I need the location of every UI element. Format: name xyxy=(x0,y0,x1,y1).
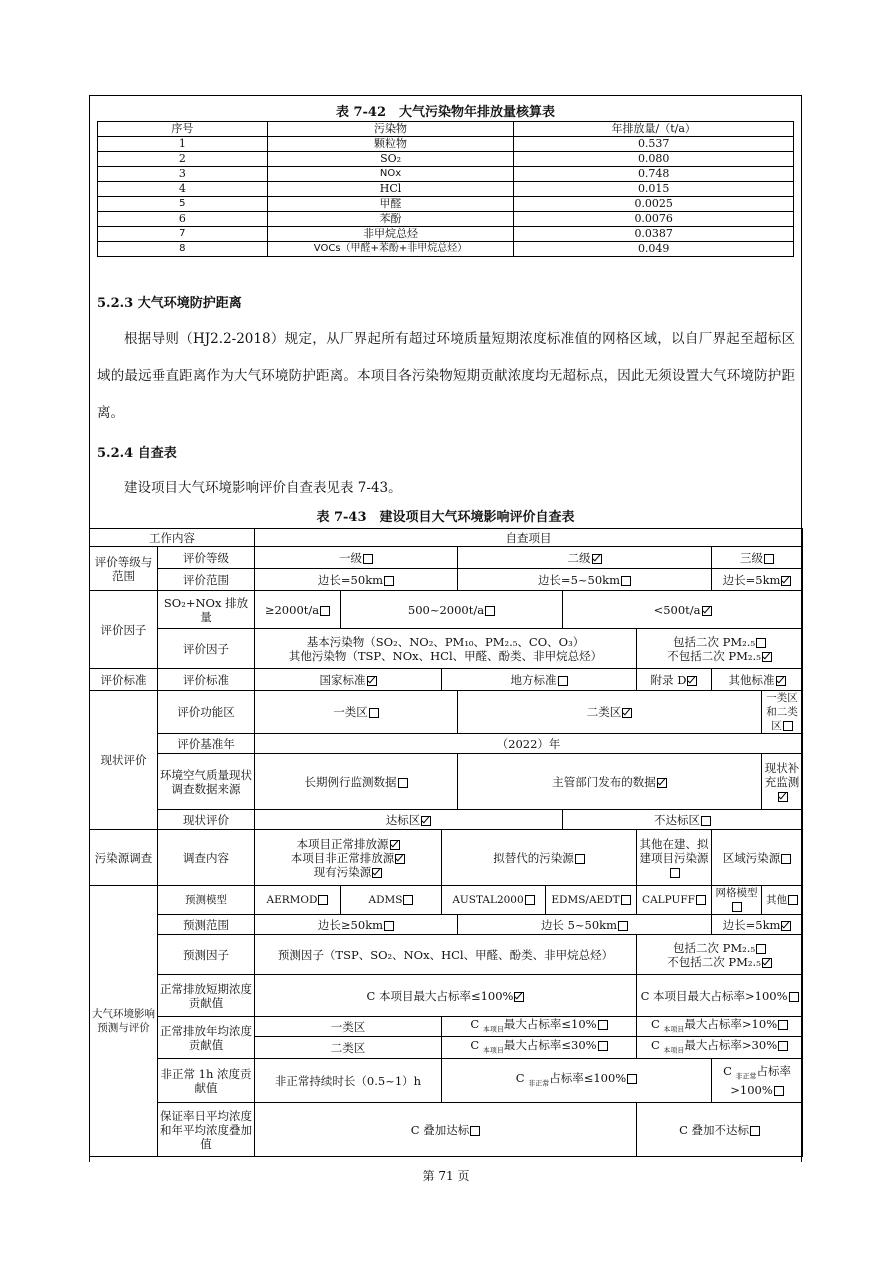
cell-text: 不达标区 xyxy=(654,812,701,827)
table-cell: 苯酚 xyxy=(267,212,514,227)
cell-text: 其他在建、拟建项目污染源 xyxy=(639,836,709,865)
cell xyxy=(255,669,442,691)
col-header: 污染物 xyxy=(267,122,514,137)
cell-text: 本项目 xyxy=(482,1046,504,1055)
table-cell: 颗粒物 xyxy=(267,137,514,152)
header-work: 工作内容 xyxy=(90,529,255,547)
checkbox-empty-icon xyxy=(398,778,408,788)
checkbox-checked-icon xyxy=(514,992,524,1002)
cell: C $_{本项目}$最大占标率>30% xyxy=(637,1037,803,1059)
cell-text: C 本项目最大占标率≤100% xyxy=(366,988,514,1003)
cell-text: 本项目 xyxy=(663,1046,685,1055)
cell xyxy=(442,830,637,886)
cell xyxy=(255,886,341,915)
cell xyxy=(637,1103,803,1157)
cell xyxy=(255,547,458,569)
row-label: 评价功能区 xyxy=(158,691,255,734)
row-label: 评价因子 xyxy=(158,629,255,669)
row-label: SO₂+NOx 排放量 xyxy=(158,591,255,629)
table-cell: 0.080 xyxy=(514,152,794,167)
table-cell: 2 xyxy=(98,152,268,167)
table-row xyxy=(98,167,794,182)
table-cell: 甲醛 xyxy=(267,197,514,212)
checkbox-empty-icon xyxy=(485,606,495,616)
cell xyxy=(255,591,341,629)
checkbox-empty-icon xyxy=(781,854,791,864)
cell-text: EDMS/AEDT xyxy=(551,894,620,906)
cell xyxy=(712,915,803,935)
checkbox-checked-icon xyxy=(687,676,697,686)
table-cell: 0.537 xyxy=(514,137,794,152)
cell xyxy=(458,754,762,810)
table-cell: 0.0076 xyxy=(514,212,794,227)
cell xyxy=(637,629,803,669)
cell-text: 一类区和二类区 xyxy=(766,692,798,732)
checkbox-empty-icon xyxy=(764,554,774,564)
cell xyxy=(637,830,712,886)
table-row xyxy=(98,227,794,242)
group-factor: 评价因子 xyxy=(90,591,158,669)
checkbox-checked-icon xyxy=(657,778,667,788)
cell-text: 其他 xyxy=(766,894,788,906)
cell-text: 现有污染源 xyxy=(313,864,372,879)
row-label: 非正常 1h 浓度贡献值 xyxy=(158,1059,255,1103)
row-label: 现状评价 xyxy=(158,810,255,830)
checkbox-empty-icon xyxy=(621,895,631,905)
cell-text: 不包括二次 PM₂.₅ xyxy=(667,954,761,969)
cell xyxy=(341,886,442,915)
table-cell: 3 xyxy=(98,167,268,182)
cell: 二类区 xyxy=(255,1037,442,1059)
group-level: 评价等级与范围 xyxy=(90,547,158,591)
cell-text: 非正常 xyxy=(735,1072,757,1081)
table-header-row xyxy=(98,122,794,137)
group-prediction: 大气环境影响预测与评价 xyxy=(90,886,158,1157)
table-row xyxy=(98,212,794,227)
section-heading-523: 5.2.3 大气环境防护距离 xyxy=(97,296,242,311)
header-self: 自查项目 xyxy=(255,529,803,547)
row-label: 预测模型 xyxy=(158,886,255,915)
checkbox-checked-icon xyxy=(390,840,400,850)
cell-text: 地方标准 xyxy=(510,672,557,687)
table-cell: 非甲烷总烃 xyxy=(267,227,514,242)
table-cell: 0.0025 xyxy=(514,197,794,212)
checkbox-empty-icon xyxy=(778,1041,788,1051)
row-label: 保证率日平均浓度和年平均浓度叠加值 xyxy=(158,1103,255,1157)
section-heading-524: 5.2.4 自查表 xyxy=(97,446,177,461)
cell-text: 500~2000t/a xyxy=(407,602,485,617)
row-label: 正常排放年均浓度贡献值 xyxy=(158,1017,255,1059)
cell xyxy=(255,629,637,669)
checkbox-checked-icon xyxy=(372,868,382,878)
cell-text: 网格模型 xyxy=(715,887,758,899)
cell xyxy=(637,669,712,691)
cell-text: 其他污染物（TSP、NOx、HCl、甲醛、酚类、非甲烷总烃） xyxy=(288,648,603,663)
checkbox-checked-icon xyxy=(367,676,377,686)
cell-text: 国家标准 xyxy=(319,672,366,687)
table-cell: 4 xyxy=(98,182,268,197)
checkbox-empty-icon xyxy=(756,638,766,648)
checkbox-checked-icon xyxy=(762,652,772,662)
checkbox-checked-icon xyxy=(776,676,786,686)
checkbox-empty-icon xyxy=(750,1126,760,1136)
checkbox-empty-icon xyxy=(470,1126,480,1136)
table-cell: SO₂ xyxy=(267,152,514,167)
cell xyxy=(458,691,762,734)
cell: 非正常持续时长（0.5~1）h xyxy=(255,1059,442,1103)
cell xyxy=(712,830,803,886)
cell-text: 二类区 xyxy=(586,705,622,719)
cell-text: 二级 xyxy=(567,550,591,565)
checkbox-checked-icon xyxy=(622,708,632,718)
checkbox-empty-icon xyxy=(320,606,330,616)
cell-text: CALPUFF xyxy=(642,894,695,906)
table-row xyxy=(98,152,794,167)
cell: C $_{本项目}$最大占标率>10% xyxy=(637,1017,803,1037)
cell xyxy=(563,591,803,629)
cell-text: 最大占标率>10% xyxy=(684,1017,778,1031)
group-source: 污染源调查 xyxy=(90,830,158,886)
cell-text: 边长≥50km xyxy=(317,917,384,932)
cell xyxy=(762,754,803,810)
cell-text: 本项目 xyxy=(482,1025,504,1034)
cell xyxy=(341,591,563,629)
table-cell: 0.049 xyxy=(514,242,794,257)
cell-text: 最大占标率>30% xyxy=(684,1038,778,1053)
table-row xyxy=(98,182,794,197)
table-row xyxy=(98,197,794,212)
cell-text: 本项目正常排放源 xyxy=(296,836,389,851)
cell-text: 包括二次 PM₂.₅ xyxy=(673,634,756,649)
cell-text: AUSTAL2000 xyxy=(452,894,524,906)
cell-text: 现状补充监测 xyxy=(764,760,800,789)
cell-text: C 本项目最大占标率>100% xyxy=(640,988,788,1003)
cell-text: 达标区 xyxy=(385,812,421,827)
checkbox-empty-icon xyxy=(627,1074,637,1084)
cell-text: 一类区 xyxy=(333,705,368,719)
checkbox-empty-icon xyxy=(701,816,711,826)
checkbox-empty-icon xyxy=(670,868,680,878)
cell: C $_{非正常}$占标率>100% xyxy=(712,1059,803,1103)
checkbox-empty-icon xyxy=(696,895,706,905)
cell-text: 其他标准 xyxy=(728,672,775,687)
cell xyxy=(255,975,637,1017)
checkbox-checked-icon xyxy=(781,576,791,586)
cell-text: 本项目 xyxy=(663,1025,685,1034)
table-42-title: 表 7-42 大气污染物年排放量核算表 xyxy=(335,105,556,120)
row-label: 预测范围 xyxy=(158,915,255,935)
cell: （2022）年 xyxy=(255,734,803,754)
table-cell: 0.015 xyxy=(514,182,794,197)
row-label: 正常排放短期浓度贡献值 xyxy=(158,975,255,1017)
checkbox-empty-icon xyxy=(363,554,373,564)
checkbox-checked-icon xyxy=(592,554,602,564)
table-cell: 1 xyxy=(98,137,268,152)
cell-text: 边长=5km xyxy=(722,917,781,932)
cell xyxy=(255,1103,637,1157)
checkbox-checked-icon xyxy=(778,792,788,802)
table-43-title: 表 7-43 建设项目大气环境影响评价自查表 xyxy=(316,510,575,525)
cell: 预测因子（TSP、SO₂、NOx、HCl、甲醛、酚类、非甲烷总烃） xyxy=(255,935,637,975)
cell-text: ≥2000t/a xyxy=(264,602,320,617)
cell xyxy=(442,669,637,691)
checkbox-empty-icon xyxy=(558,676,568,686)
cell-text: 长期例行监测数据 xyxy=(304,774,397,789)
cell-text: 拟替代的污染源 xyxy=(493,850,574,865)
table-cell: 8 xyxy=(98,242,268,257)
paragraph-protection-distance: 根据导则（HJ2.2-2018）规定，从厂界起所有超过环境质量短期浓度标准值的网格区域，以自厂界起至超标区域的最远垂直距离作为大气环境防护距离。本项目各污染物短期贡献浓度均无超标点，因此无须设置大气环境防护距离。 xyxy=(97,331,795,421)
cell xyxy=(255,569,458,591)
group-current: 现状评价 xyxy=(90,691,158,830)
cell-text: 边长=50km xyxy=(317,572,384,587)
checkbox-empty-icon xyxy=(621,576,631,586)
row-label: 评价基准年 xyxy=(158,734,255,754)
checkbox-empty-icon xyxy=(789,992,799,1002)
cell: 一类区 xyxy=(255,1017,442,1037)
checkbox-empty-icon xyxy=(403,895,413,905)
cell xyxy=(255,691,458,734)
row-label: 预测因子 xyxy=(158,935,255,975)
cell-text: 占标率>100% xyxy=(730,1064,792,1098)
cell-text: 区域污染源 xyxy=(722,850,781,865)
table-cell: 0.0387 xyxy=(514,227,794,242)
cell: C $_{非正常}$占标率≤100% xyxy=(442,1059,712,1103)
cell-text: 边长=5km xyxy=(722,572,781,587)
cell xyxy=(563,810,803,830)
cell xyxy=(762,691,803,734)
table-row xyxy=(98,137,794,152)
checkbox-empty-icon xyxy=(318,895,328,905)
cell xyxy=(442,886,546,915)
cell-text: 三级 xyxy=(740,550,764,565)
checkbox-empty-icon xyxy=(788,895,798,905)
cell xyxy=(712,547,803,569)
checkbox-empty-icon xyxy=(598,1020,608,1030)
cell xyxy=(637,975,803,1017)
checkbox-empty-icon xyxy=(384,576,394,586)
cell xyxy=(762,886,803,915)
cell xyxy=(255,810,563,830)
table-cell: 6 xyxy=(98,212,268,227)
row-label: 评价标准 xyxy=(158,669,255,691)
col-header: 年排放量/（t/a） xyxy=(514,122,794,137)
cell: C $_{本项目}$最大占标率≤30% xyxy=(442,1037,637,1059)
cell-text: 主管部门发布的数据 xyxy=(552,774,656,789)
row-label: 调查内容 xyxy=(158,830,255,886)
group-standard: 评价标准 xyxy=(90,669,158,691)
cell-text: C 叠加达标 xyxy=(410,1122,470,1137)
page-number: 第 71 页 xyxy=(422,1169,470,1183)
cell-text: AERMOD xyxy=(266,894,318,906)
cell xyxy=(546,886,637,915)
checkbox-empty-icon xyxy=(774,1086,784,1096)
cell-text: 边长 5~50km xyxy=(540,917,618,932)
table-cell: HCl xyxy=(267,182,514,197)
cell xyxy=(458,547,712,569)
checkbox-empty-icon xyxy=(369,708,379,718)
self-check-table xyxy=(89,528,803,1157)
cell-text: <500t/a xyxy=(653,602,701,617)
paragraph-checklist-intro: 建设项目大气环境影响评价自查表见表 7-43。 xyxy=(124,480,402,496)
checkbox-checked-icon xyxy=(781,921,791,931)
checkbox-empty-icon xyxy=(575,854,585,864)
row-label: 环境空气质量现状调查数据来源 xyxy=(158,754,255,810)
checkbox-empty-icon xyxy=(732,902,742,912)
table-row xyxy=(98,242,794,257)
checkbox-empty-icon xyxy=(384,921,394,931)
cell-text: 本项目非正常排放源 xyxy=(290,850,395,865)
checkbox-empty-icon xyxy=(778,1020,788,1030)
cell xyxy=(637,886,712,915)
cell-text: 非正常 xyxy=(528,1079,550,1088)
cell xyxy=(458,569,712,591)
checkbox-checked-icon xyxy=(421,816,431,826)
cell-text: 最大占标率≤30% xyxy=(503,1038,597,1053)
cell xyxy=(712,886,762,915)
cell-text: 占标率≤100% xyxy=(549,1071,627,1086)
cell xyxy=(255,915,458,935)
cell-text: 附录 D xyxy=(650,672,687,687)
checkbox-checked-icon xyxy=(762,958,772,968)
row-label: 评价范围 xyxy=(158,569,255,591)
row-label: 评价等级 xyxy=(158,547,255,569)
checkbox-empty-icon xyxy=(756,944,766,954)
cell: C $_{本项目}$最大占标率≤10% xyxy=(442,1017,637,1037)
checkbox-empty-icon xyxy=(783,721,793,731)
cell-text: 基本污染物（SO₂、NO₂、PM₁₀、PM₂.₅、CO、O₃） xyxy=(306,634,585,649)
table-cell: 7 xyxy=(98,227,268,242)
checkbox-checked-icon xyxy=(702,606,712,616)
cell xyxy=(255,830,442,886)
cell-text: ADMS xyxy=(368,894,403,906)
checkbox-empty-icon xyxy=(598,1041,608,1051)
col-header: 序号 xyxy=(98,122,268,137)
checkbox-checked-icon xyxy=(395,854,405,864)
cell xyxy=(255,754,458,810)
cell-text: C 叠加不达标 xyxy=(679,1122,750,1137)
cell-text: 一级 xyxy=(339,550,362,565)
cell-text: 不包括二次 PM₂.₅ xyxy=(667,648,761,663)
table-cell: NOx xyxy=(267,167,514,182)
checkbox-empty-icon xyxy=(618,921,628,931)
cell-text: 包括二次 PM₂.₅ xyxy=(673,940,756,955)
emission-table xyxy=(97,121,794,257)
cell xyxy=(458,915,712,935)
checkbox-empty-icon xyxy=(525,895,535,905)
table-cell: 5 xyxy=(98,197,268,212)
cell-text: 边长=5~50km xyxy=(537,572,621,587)
cell xyxy=(637,935,803,975)
cell-text: 最大占标率≤10% xyxy=(503,1017,597,1031)
cell xyxy=(712,669,803,691)
table-cell: VOCs（甲醛+苯酚+非甲烷总烃） xyxy=(267,242,514,257)
table-cell: 0.748 xyxy=(514,167,794,182)
cell xyxy=(712,569,803,591)
